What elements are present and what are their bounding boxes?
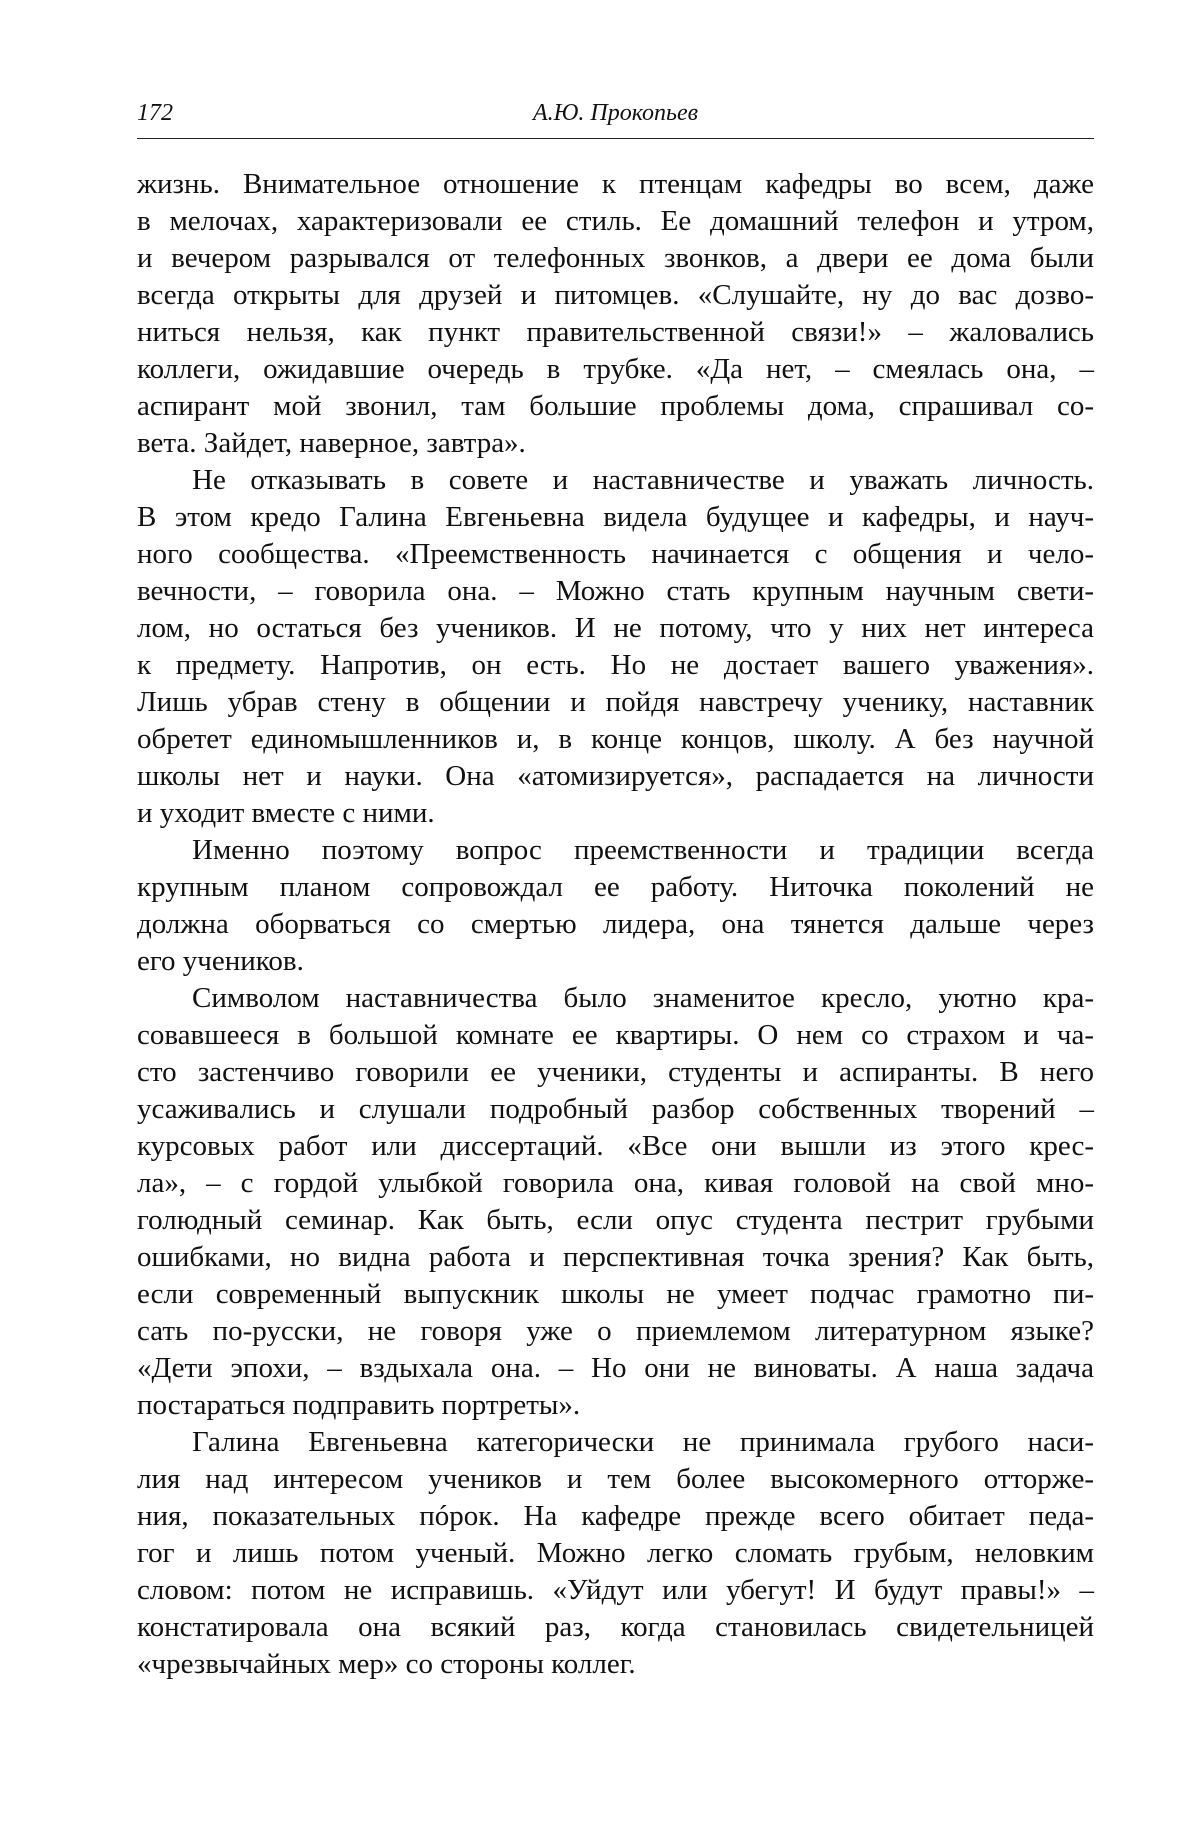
text-line: обретет единомышленников и, в конце концов, школу. А без научной: [137, 721, 1094, 758]
text-line: жизнь. Внимательное отношение к птенцам кафедры во всем, даже: [137, 166, 1094, 203]
text-line: к предмету. Напротив, он есть. Но не достает вашего уважения».: [137, 647, 1094, 684]
text-line: констатировала она всякий раз, когда становилась свидетельницей: [137, 1609, 1094, 1646]
text-line: совавшееся в большой комнате ее квартиры. О нем со страхом и ча-: [137, 1017, 1094, 1054]
text-line: Не отказывать в совете и наставничестве и уважать личность.: [137, 462, 1094, 499]
text-line: и уходит вместе с ними.: [137, 795, 1094, 832]
text-line: ниться нельзя, как пункт правительственной связи!» – жаловались: [137, 314, 1094, 351]
text-line: лия над интересом учеников и тем более высокомерного отторже-: [137, 1461, 1094, 1498]
text-line: ного сообщества. «Преемственность начинается с общения и чело-: [137, 536, 1094, 573]
paragraph-1: [137, 166, 1094, 462]
text-line: его учеников.: [137, 943, 1094, 980]
text-line: ошибками, но видна работа и перспективная точка зрения? Как быть,: [137, 1239, 1094, 1276]
text-line: школы нет и науки. Она «атомизируется», распадается на личности: [137, 758, 1094, 795]
text-line: ла», – с гордой улыбкой говорила она, кивая головой на свой мно-: [137, 1165, 1094, 1202]
text-line: ния, показательных пóрок. На кафедре прежде всего обитает педа-: [137, 1498, 1094, 1535]
body-text: [137, 166, 1094, 1683]
paragraph-5: [137, 1424, 1094, 1683]
text-line: сать по-русски, не говоря уже о приемлемом литературном языке?: [137, 1313, 1094, 1350]
text-line: «Дети эпохи, – вздыхала она. – Но они не виноваты. А наша задача: [137, 1350, 1094, 1387]
text-line: вечности, – говорила она. – Можно стать крупным научным свети-: [137, 573, 1094, 610]
text-line: вета. Зайдет, наверное, завтра».: [137, 425, 1094, 462]
text-line: коллеги, ожидавшие очередь в трубке. «Да нет, – смеялась она, –: [137, 351, 1094, 388]
text-line: В этом кредо Галина Евгеньевна видела будущее и кафедры, и науч-: [137, 499, 1094, 536]
text-line: Именно поэтому вопрос преемственности и традиции всегда: [137, 832, 1094, 869]
text-line: Лишь убрав стену в общении и пойдя навстречу ученику, наставник: [137, 684, 1094, 721]
paragraph-3: [137, 832, 1094, 980]
paragraph-4: [137, 980, 1094, 1424]
page-header: [137, 98, 1094, 139]
text-line: постараться подправить портреты».: [137, 1387, 1094, 1424]
text-line: усаживались и слушали подробный разбор собственных творений –: [137, 1091, 1094, 1128]
text-line: если современный выпускник школы не умеет подчас грамотно пи-: [137, 1276, 1094, 1313]
text-line: Символом наставничества было знаменитое кресло, уютно кра-: [137, 980, 1094, 1017]
text-line: лом, но остаться без учеников. И не потому, что у них нет интереса: [137, 610, 1094, 647]
text-line: курсовых работ или диссертаций. «Все они вышли из этого крес-: [137, 1128, 1094, 1165]
text-line: гог и лишь потом ученый. Можно легко сломать грубым, неловким: [137, 1535, 1094, 1572]
text-line: аспирант мой звонил, там большие проблемы дома, спрашивал со-: [137, 388, 1094, 425]
text-line: должна оборваться со смертью лидера, она тянется дальше через: [137, 906, 1094, 943]
text-line: «чрезвычайных мер» со стороны коллег.: [137, 1646, 1094, 1683]
text-line: всегда открыты для друзей и питомцев. «Слушайте, ну до вас дозво-: [137, 277, 1094, 314]
text-line: сто застенчиво говорили ее ученики, студенты и аспиранты. В него: [137, 1054, 1094, 1091]
text-line: крупным планом сопровождал ее работу. Ниточка поколений не: [137, 869, 1094, 906]
running-head: А.Ю. Прокопьев: [137, 98, 1094, 128]
text-line: Галина Евгеньевна категорически не принимала грубого наси-: [137, 1424, 1094, 1461]
text-line: словом: потом не исправишь. «Уйдут или убегут! И будут правы!» –: [137, 1572, 1094, 1609]
text-line: и вечером разрывался от телефонных звонков, а двери ее дома были: [137, 240, 1094, 277]
paragraph-2: [137, 462, 1094, 832]
text-line: голюдный семинар. Как быть, если опус студента пестрит грубыми: [137, 1202, 1094, 1239]
text-line: в мелочах, характеризовали ее стиль. Ее домашний телефон и утром,: [137, 203, 1094, 240]
page-number: 172: [137, 98, 173, 128]
